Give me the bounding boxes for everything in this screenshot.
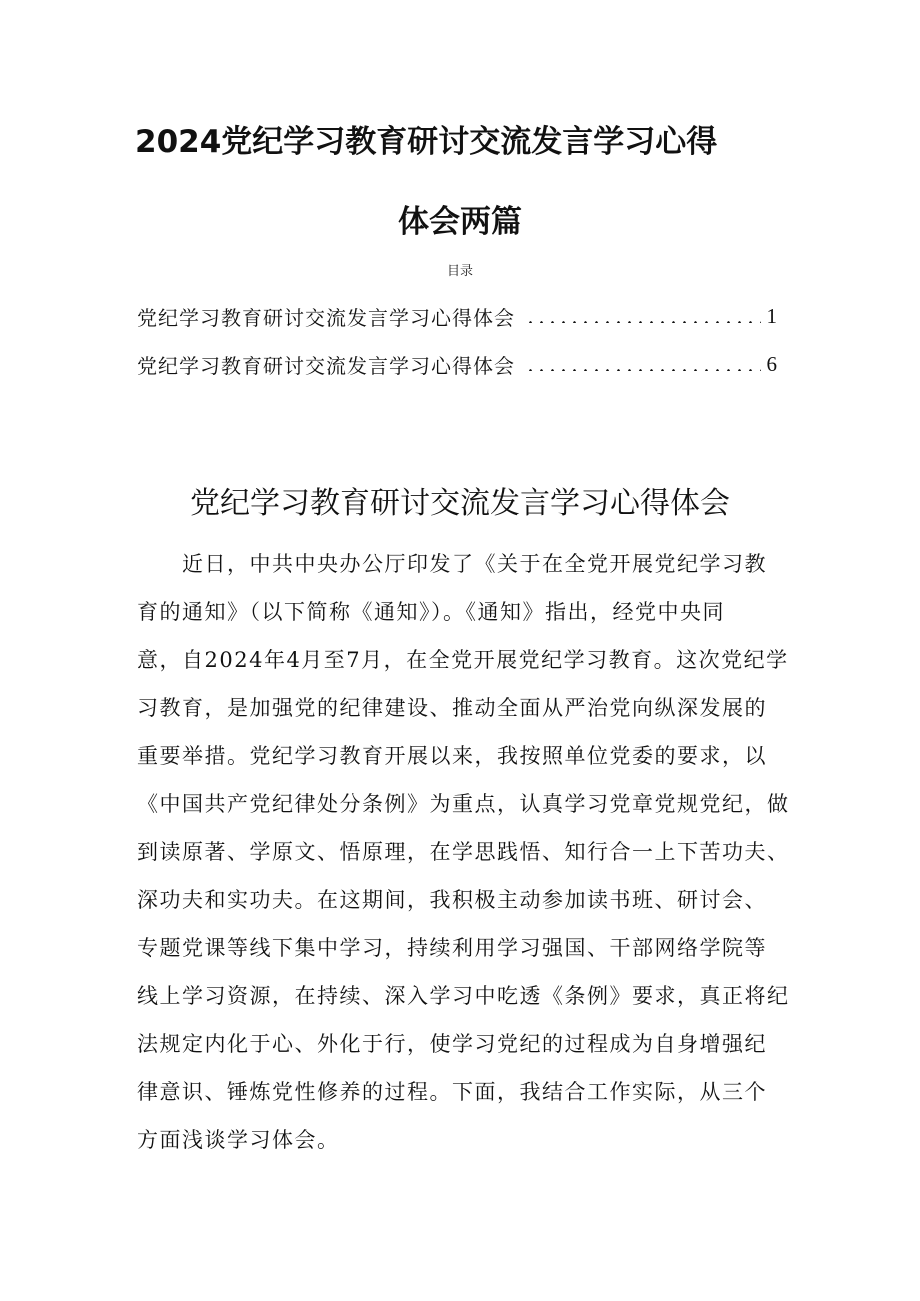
toc-entry-page: 1 — [766, 303, 777, 328]
section-title: 党纪学习教育研讨交流发言学习心得体会 — [190, 486, 730, 521]
body-line: 线上学习资源，在持续、深入学习中吃透《条例》要求，真正将纪 — [137, 984, 790, 1008]
toc-entry-text: 党纪学习教育研讨交流发言学习心得体会 — [137, 305, 515, 330]
toc-entry-page: 6 — [766, 351, 777, 376]
body-line: 《中国共产党纪律处分条例》为重点，认真学习党章党规党纪，做 — [137, 792, 790, 816]
body-line: 法规定内化于心、外化于行，使学习党纪的过程成为自身增强纪 — [137, 1032, 767, 1056]
toc-dot-leader — [525, 321, 761, 323]
body-line: 深功夫和实功夫。在这期间，我积极主动参加读书班、研讨会、 — [137, 888, 767, 912]
body-line: 律意识、锤炼党性修养的过程。下面，我结合工作实际，从三个 — [137, 1080, 767, 1104]
body-line: 到读原著、学原文、悟原理，在学思践悟、知行合一上下苦功夫、 — [137, 840, 790, 864]
toc-entry[interactable] — [137, 292, 777, 340]
table-of-contents — [137, 292, 777, 388]
body-line: 习教育，是加强党的纪律建设、推动全面从严治党向纵深发展的 — [137, 696, 767, 720]
body-line: 育的通知》（以下简称《通知》）。《通知》指出，经党中央同 — [137, 600, 725, 624]
body-line: 近日，中共中央办公厅印发了《关于在全党开展党纪学习教 — [182, 552, 767, 576]
document-title-line-1: 2024党纪学习教育研讨交流发言学习心得 — [135, 124, 718, 160]
body-line: 专题党课等线下集中学习，持续利用学习强国、干部网络学院等 — [137, 936, 767, 960]
body-line: 重要举措。党纪学习教育开展以来，我按照单位党委的要求，以 — [137, 744, 767, 768]
section-body — [137, 540, 817, 1164]
toc-entry[interactable] — [137, 340, 777, 388]
toc-heading: 目录 — [446, 264, 473, 279]
toc-entry-text: 党纪学习教育研讨交流发言学习心得体会 — [137, 353, 515, 378]
body-line: 意，自2024年4月至7月，在全党开展党纪学习教育。这次党纪学 — [137, 648, 789, 672]
toc-dot-leader — [525, 369, 761, 371]
document-title-line-2: 体会两篇 — [398, 204, 522, 240]
body-line: 方面浅谈学习体会。 — [137, 1128, 340, 1152]
